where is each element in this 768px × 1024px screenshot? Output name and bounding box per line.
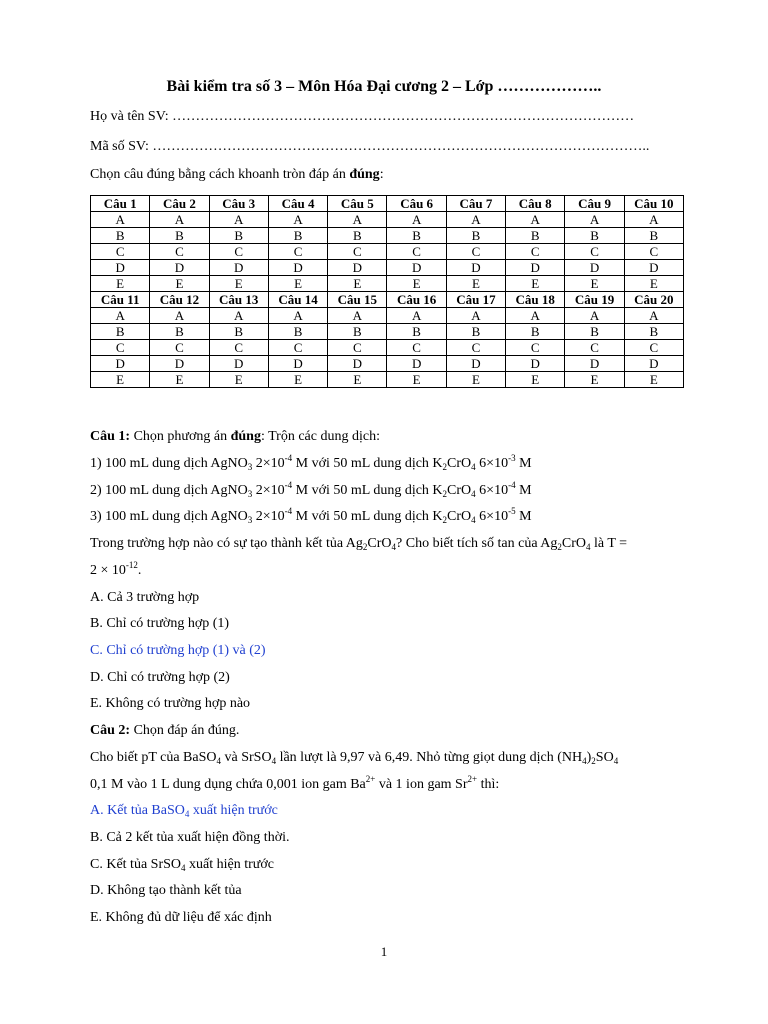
q1-question-sub: 2 bbox=[557, 542, 562, 552]
q1-case-1-text: CrO bbox=[447, 456, 472, 471]
answer-option-cell[interactable]: C bbox=[209, 340, 268, 356]
table-row bbox=[91, 212, 684, 228]
q1-answer-e[interactable]: E. Không có trường hợp nào bbox=[90, 696, 251, 711]
answer-option-cell[interactable]: B bbox=[565, 324, 624, 340]
answer-option-cell[interactable]: C bbox=[209, 244, 268, 260]
q1-case-2 bbox=[90, 480, 532, 499]
q2-answer-b[interactable]: B. Cả 2 kết tủa xuất hiện đồng thời. bbox=[90, 830, 290, 845]
answer-option-cell[interactable]: E bbox=[268, 372, 327, 388]
answer-option-cell[interactable]: C bbox=[446, 340, 505, 356]
q1-case-2-text: 2×10 bbox=[252, 483, 285, 498]
question-header-cell: Câu 8 bbox=[506, 196, 565, 212]
answer-option-cell[interactable]: D bbox=[387, 260, 446, 276]
answer-option-cell[interactable]: B bbox=[446, 324, 505, 340]
q2-answer-c[interactable] bbox=[90, 857, 274, 873]
question-header-cell: Câu 10 bbox=[624, 196, 683, 212]
answer-option-cell[interactable]: E bbox=[446, 372, 505, 388]
q1-question-text: ? Cho biết tích số tan của Ag bbox=[396, 536, 558, 551]
q2-answer-c-text: xuất hiện trước bbox=[185, 857, 274, 872]
q1-case-2-sup: -4 bbox=[508, 480, 516, 490]
answer-option-cell[interactable]: A bbox=[328, 308, 387, 324]
q2-answer-d[interactable]: D. Không tạo thành kết tủa bbox=[90, 883, 242, 898]
q1-case-3-text: M bbox=[515, 509, 532, 524]
q2-answer-c-sub: 4 bbox=[181, 863, 186, 873]
answer-option-cell[interactable]: D bbox=[565, 356, 624, 372]
q2-line-1-sub: 4 bbox=[613, 756, 619, 766]
table-row bbox=[91, 340, 684, 356]
answer-sheet-table bbox=[90, 195, 684, 388]
answer-option-cell[interactable]: A bbox=[624, 212, 683, 228]
table-row bbox=[91, 356, 684, 372]
q2-answer-a-text: A. Kết tủa BaSO bbox=[90, 803, 185, 818]
q2-line-2 bbox=[90, 774, 500, 793]
q1-case-2-sub: 4 bbox=[471, 489, 476, 499]
student-id-line: Mã số SV: …………………………………………………………………………………………….. bbox=[90, 139, 650, 154]
answer-option-cell[interactable]: E bbox=[624, 276, 683, 292]
answer-option-cell[interactable]: D bbox=[209, 260, 268, 276]
answer-option-cell[interactable]: D bbox=[624, 356, 683, 372]
answer-option-cell[interactable]: D bbox=[209, 356, 268, 372]
answer-option-cell[interactable]: A bbox=[387, 212, 446, 228]
answer-option-cell[interactable]: C bbox=[91, 340, 150, 356]
q2-line-1-text: và SrSO bbox=[221, 750, 272, 765]
question-header-cell: Câu 17 bbox=[446, 292, 505, 308]
answer-option-cell[interactable]: C bbox=[565, 244, 624, 260]
answer-option-cell[interactable]: D bbox=[268, 356, 327, 372]
q2-line-2-text: và 1 ion gam Sr bbox=[375, 777, 468, 792]
q1-intro-bold: đúng bbox=[230, 429, 261, 444]
answer-option-cell[interactable]: B bbox=[624, 324, 683, 340]
q1-case-3-text: CrO bbox=[447, 509, 472, 524]
answer-option-cell[interactable]: D bbox=[506, 356, 565, 372]
q1-answer-d[interactable]: D. Chỉ có trường hợp (2) bbox=[90, 670, 230, 685]
question-header-cell: Câu 11 bbox=[91, 292, 150, 308]
answer-option-cell[interactable]: A bbox=[565, 308, 624, 324]
answer-option-cell[interactable]: D bbox=[624, 260, 683, 276]
answer-option-cell[interactable]: B bbox=[387, 228, 446, 244]
answer-option-cell[interactable]: D bbox=[506, 260, 565, 276]
answer-option-cell[interactable]: E bbox=[565, 372, 624, 388]
q1-case-3-text: M với 50 mL dung dịch K bbox=[292, 509, 443, 524]
answer-option-cell[interactable]: B bbox=[328, 324, 387, 340]
q1-intro-rest: : Trộn các dung dịch: bbox=[260, 429, 380, 444]
q2-line-2-text: 0,1 M vào 1 L dung dụng chứa 0,001 ion gam Ba bbox=[90, 777, 366, 792]
answer-option-cell[interactable]: B bbox=[150, 324, 209, 340]
answer-option-cell[interactable]: C bbox=[565, 340, 624, 356]
answer-option-cell[interactable]: B bbox=[506, 228, 565, 244]
q1-answer-b[interactable]: B. Chỉ có trường hợp (1) bbox=[90, 616, 230, 631]
answer-option-cell[interactable]: D bbox=[387, 356, 446, 372]
answer-option-cell[interactable]: E bbox=[387, 276, 446, 292]
table-row bbox=[91, 276, 684, 292]
answer-option-cell[interactable]: C bbox=[328, 244, 387, 260]
answer-option-cell[interactable]: E bbox=[506, 372, 565, 388]
question-header-cell: Câu 7 bbox=[446, 196, 505, 212]
answer-option-cell[interactable]: C bbox=[387, 244, 446, 260]
page-title: Bài kiểm tra số 3 – Môn Hóa Đại cương 2 – Lớp ……………….. bbox=[166, 78, 602, 95]
answer-option-cell[interactable]: B bbox=[446, 228, 505, 244]
q1-case-3 bbox=[90, 506, 532, 525]
q1-case-2-text: M bbox=[515, 483, 532, 498]
q2-line-2-sup: 2+ bbox=[365, 774, 376, 784]
question-header-cell: Câu 18 bbox=[506, 292, 565, 308]
answer-option-cell[interactable]: A bbox=[268, 212, 327, 228]
q1-case-3-text: 3) 100 mL dung dịch AgNO bbox=[90, 509, 248, 524]
q1-case-3-sub: 4 bbox=[471, 515, 476, 525]
q2-line-1-text: lần lượt là 9,97 và 6,49. Nhỏ từng giọt dung dịch (NH bbox=[276, 750, 583, 765]
answer-option-cell[interactable]: C bbox=[624, 340, 683, 356]
answer-option-cell[interactable]: A bbox=[446, 212, 505, 228]
q1-case-1-sup: -3 bbox=[508, 453, 516, 463]
answer-option-cell[interactable]: B bbox=[328, 228, 387, 244]
question-header-cell: Câu 2 bbox=[150, 196, 209, 212]
answer-option-cell[interactable]: A bbox=[446, 308, 505, 324]
answer-option-cell[interactable]: E bbox=[328, 276, 387, 292]
q1-case-3-sup: -5 bbox=[508, 506, 516, 516]
q1-case-3-sub: 2 bbox=[442, 515, 448, 525]
answer-option-cell[interactable]: C bbox=[268, 340, 327, 356]
question-header-cell: Câu 20 bbox=[624, 292, 683, 308]
answer-option-cell[interactable]: B bbox=[387, 324, 446, 340]
table-row bbox=[91, 260, 684, 276]
q1-case-2-text: M với 50 mL dung dịch K bbox=[292, 483, 443, 498]
answer-option-cell[interactable]: B bbox=[209, 324, 268, 340]
answer-option-cell[interactable]: E bbox=[446, 276, 505, 292]
q2-line-1-text: SO bbox=[595, 750, 614, 765]
answer-option-cell[interactable]: D bbox=[150, 356, 209, 372]
q2-answer-a-text: xuất hiện trước bbox=[189, 803, 278, 818]
question-header-cell: Câu 1 bbox=[91, 196, 150, 212]
answer-option-cell[interactable]: C bbox=[506, 340, 565, 356]
q2-line-1-sub: 2 bbox=[591, 756, 596, 766]
answer-option-cell[interactable]: D bbox=[446, 260, 505, 276]
answer-option-cell[interactable]: A bbox=[506, 212, 565, 228]
instruction-suffix: : bbox=[379, 167, 384, 182]
answer-option-cell[interactable]: B bbox=[209, 228, 268, 244]
q1-question-sub: 4 bbox=[391, 542, 397, 552]
q1-intro-text: Chọn phương án bbox=[130, 429, 231, 444]
q2-answer-a-sub: 4 bbox=[184, 809, 190, 819]
instruction-text: Chọn câu đúng bằng cách khoanh tròn đáp án bbox=[90, 167, 350, 182]
question-header-cell: Câu 16 bbox=[387, 292, 446, 308]
q1-case-2-text: 6×10 bbox=[475, 483, 509, 498]
q1-question-text: CrO bbox=[561, 536, 586, 551]
question-header-cell: Câu 3 bbox=[209, 196, 268, 212]
table-row bbox=[91, 372, 684, 388]
answer-option-cell[interactable]: E bbox=[91, 276, 150, 292]
answer-option-cell[interactable]: C bbox=[150, 244, 209, 260]
q1-ksp bbox=[90, 560, 142, 579]
q1-case-2-sup: -4 bbox=[284, 480, 293, 490]
instruction-bold: đúng bbox=[349, 167, 380, 182]
answer-option-cell[interactable]: C bbox=[624, 244, 683, 260]
q1-case-1-sub: 2 bbox=[442, 462, 448, 472]
answer-option-cell[interactable]: C bbox=[446, 244, 505, 260]
q1-question-sub: 2 bbox=[362, 542, 368, 552]
answer-option-cell[interactable]: A bbox=[209, 308, 268, 324]
q2-line-2-text: thì: bbox=[477, 777, 500, 792]
q1-case-3-text: 6×10 bbox=[475, 509, 509, 524]
q1-case-3-sub: 3 bbox=[247, 515, 253, 525]
answer-option-cell[interactable]: C bbox=[506, 244, 565, 260]
answer-option-cell[interactable]: A bbox=[150, 212, 209, 228]
q1-case-1-text: 6×10 bbox=[475, 456, 509, 471]
answer-option-cell[interactable]: D bbox=[91, 260, 150, 276]
answer-option-cell[interactable]: B bbox=[565, 228, 624, 244]
q1-question-text: Trong trường hợp nào có sự tạo thành kết tủa Ag bbox=[90, 536, 363, 551]
answer-option-cell[interactable]: B bbox=[506, 324, 565, 340]
answer-option-cell[interactable]: A bbox=[150, 308, 209, 324]
q1-case-2-text: 2) 100 mL dung dịch AgNO bbox=[90, 483, 248, 498]
q2-intro-text: Chọn đáp án đúng. bbox=[130, 723, 240, 738]
q2-answer-c-text: C. Kết tủa SrSO bbox=[90, 857, 181, 872]
q1-question-text: là T = bbox=[590, 536, 628, 551]
answer-option-cell[interactable]: C bbox=[91, 244, 150, 260]
answer-option-cell[interactable]: A bbox=[387, 308, 446, 324]
q1-question-text: CrO bbox=[367, 536, 392, 551]
answer-option-cell[interactable]: A bbox=[91, 212, 150, 228]
answer-option-cell[interactable]: D bbox=[150, 260, 209, 276]
q1-ksp-sup: -12 bbox=[125, 560, 138, 570]
answer-option-cell[interactable]: B bbox=[624, 228, 683, 244]
answer-option-cell[interactable]: E bbox=[565, 276, 624, 292]
q2-line-1-text: Cho biết pT của BaSO bbox=[90, 750, 217, 765]
answer-option-cell[interactable]: A bbox=[506, 308, 565, 324]
answer-option-cell[interactable]: E bbox=[624, 372, 683, 388]
q1-answer-c[interactable]: C. Chỉ có trường hợp (1) và (2) bbox=[90, 643, 266, 658]
table-row bbox=[91, 308, 684, 324]
q1-ksp-text: . bbox=[137, 563, 142, 578]
answer-option-cell[interactable]: A bbox=[209, 212, 268, 228]
answer-option-cell[interactable]: D bbox=[565, 260, 624, 276]
question-header-cell: Câu 12 bbox=[150, 292, 209, 308]
answer-option-cell[interactable]: A bbox=[328, 212, 387, 228]
instruction-line bbox=[90, 167, 384, 183]
q2-line-2-sup: 2+ bbox=[467, 774, 478, 784]
question-header-cell: Câu 14 bbox=[268, 292, 327, 308]
answer-option-cell[interactable]: B bbox=[268, 324, 327, 340]
q1-case-1 bbox=[90, 453, 532, 472]
answer-option-cell[interactable]: D bbox=[446, 356, 505, 372]
q1-case-3-sup: -4 bbox=[284, 506, 293, 516]
student-name-line: Họ và tên SV: ……………………………………………………………………………………… bbox=[90, 109, 635, 124]
table-row bbox=[91, 324, 684, 340]
q1-label: Câu 1: bbox=[90, 429, 131, 444]
question-header-cell: Câu 9 bbox=[565, 196, 624, 212]
page-number: 1 bbox=[380, 944, 388, 959]
q2-line-1-sub: 4 bbox=[582, 756, 587, 766]
answer-option-cell[interactable]: C bbox=[150, 340, 209, 356]
table-row bbox=[91, 228, 684, 244]
question-header-cell: Câu 13 bbox=[209, 292, 268, 308]
answer-option-cell[interactable]: A bbox=[91, 308, 150, 324]
q1-case-1-text: M bbox=[515, 456, 532, 471]
q1-case-1-text: 2×10 bbox=[252, 456, 285, 471]
q1-ksp-text: 2 × 10 bbox=[90, 563, 126, 578]
q1-case-1-text: 1) 100 mL dung dịch AgNO bbox=[90, 456, 248, 471]
answer-option-cell[interactable]: A bbox=[268, 308, 327, 324]
answer-option-cell[interactable]: B bbox=[150, 228, 209, 244]
answer-option-cell[interactable]: A bbox=[624, 308, 683, 324]
question-header-cell: Câu 4 bbox=[268, 196, 327, 212]
answer-option-cell[interactable]: C bbox=[387, 340, 446, 356]
table-row bbox=[91, 244, 684, 260]
q2-line-1-sub: 4 bbox=[216, 756, 222, 766]
question-header-cell: Câu 15 bbox=[328, 292, 387, 308]
q1-case-2-sub: 2 bbox=[442, 489, 448, 499]
answer-option-cell[interactable]: E bbox=[328, 372, 387, 388]
answer-option-cell[interactable]: C bbox=[328, 340, 387, 356]
q2-line-1-sub: 4 bbox=[271, 756, 277, 766]
q1-case-1-sup: -4 bbox=[284, 453, 293, 463]
q1-case-2-text: CrO bbox=[447, 483, 472, 498]
q2-intro bbox=[90, 723, 239, 739]
answer-option-cell[interactable]: E bbox=[150, 372, 209, 388]
question-header-cell: Câu 5 bbox=[328, 196, 387, 212]
answer-option-cell[interactable]: D bbox=[91, 356, 150, 372]
answer-option-cell[interactable]: E bbox=[150, 276, 209, 292]
q1-intro bbox=[90, 429, 380, 445]
answer-option-cell[interactable]: E bbox=[506, 276, 565, 292]
q1-question bbox=[90, 536, 627, 552]
answer-option-cell[interactable]: B bbox=[91, 228, 150, 244]
question-header-cell: Câu 6 bbox=[387, 196, 446, 212]
q2-answer-e[interactable]: E. Không đủ dữ liệu để xác định bbox=[90, 910, 272, 925]
answer-option-cell[interactable]: B bbox=[268, 228, 327, 244]
q1-answer-a[interactable]: A. Cả 3 trường hợp bbox=[90, 590, 200, 605]
table-header-row bbox=[91, 292, 684, 308]
q2-answer-a[interactable] bbox=[90, 803, 278, 819]
answer-option-cell[interactable]: D bbox=[328, 260, 387, 276]
question-header-cell: Câu 19 bbox=[565, 292, 624, 308]
answer-option-cell[interactable]: E bbox=[387, 372, 446, 388]
answer-option-cell[interactable]: D bbox=[328, 356, 387, 372]
answer-option-cell[interactable]: C bbox=[268, 244, 327, 260]
q1-case-1-sub: 3 bbox=[247, 462, 253, 472]
answer-option-cell[interactable]: D bbox=[268, 260, 327, 276]
table-header-row bbox=[91, 196, 684, 212]
q2-label: Câu 2: bbox=[90, 723, 131, 738]
answer-option-cell[interactable]: A bbox=[565, 212, 624, 228]
answer-option-cell[interactable]: B bbox=[91, 324, 150, 340]
q1-case-3-text: 2×10 bbox=[252, 509, 285, 524]
q1-case-1-sub: 4 bbox=[471, 462, 476, 472]
q1-case-1-text: M với 50 mL dung dịch K bbox=[292, 456, 443, 471]
q2-line-1-text: ) bbox=[586, 750, 592, 765]
answer-option-cell[interactable]: E bbox=[91, 372, 150, 388]
answer-option-cell[interactable]: E bbox=[209, 276, 268, 292]
answer-option-cell[interactable]: E bbox=[268, 276, 327, 292]
q2-line-1 bbox=[90, 750, 618, 766]
q1-question-sub: 4 bbox=[586, 542, 591, 552]
answer-option-cell[interactable]: E bbox=[209, 372, 268, 388]
q1-case-2-sub: 3 bbox=[247, 489, 253, 499]
